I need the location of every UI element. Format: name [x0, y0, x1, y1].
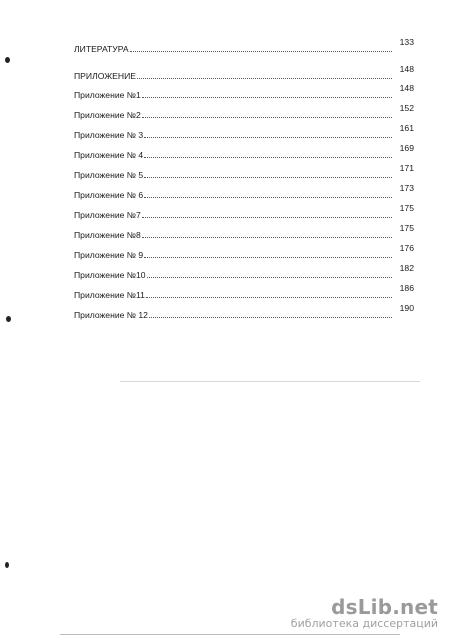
scan-artifact [60, 634, 400, 635]
toc-entry-page: 175 [399, 223, 414, 233]
scan-speck [5, 57, 10, 63]
toc-entry-page: 175 [399, 203, 414, 213]
toc-entry-label: Приложение №8 [74, 230, 141, 240]
toc-entry [74, 263, 414, 280]
toc-entry-page: 161 [399, 123, 414, 133]
toc-entry [74, 83, 414, 100]
toc-entry-page: 171 [399, 163, 414, 173]
toc-leader-dots [142, 236, 392, 238]
toc-entry-label: Приложение №1 [74, 90, 141, 100]
toc-entry-page: 176 [399, 243, 414, 253]
toc-entry [74, 143, 414, 160]
toc-entry [74, 163, 414, 180]
watermark [291, 596, 438, 630]
toc-leader-dots [144, 156, 392, 158]
toc-entry [74, 123, 414, 140]
toc-leader-dots [149, 316, 392, 318]
toc-entry [74, 223, 414, 240]
scan-artifact [120, 381, 420, 382]
toc-leader-dots [147, 276, 392, 278]
toc-entry [74, 243, 414, 260]
toc-entry-label: Приложение № 5 [74, 170, 144, 180]
toc-entry-page: 133 [399, 37, 414, 47]
toc-entry-page: 152 [399, 103, 414, 113]
toc-entry-label: Приложение № 3 [74, 130, 144, 140]
toc-entry [74, 103, 414, 120]
toc-entry [74, 64, 414, 81]
toc-entry-label: Приложение №11 [74, 290, 145, 300]
toc-entry [74, 283, 414, 300]
toc-entry-page: 173 [399, 183, 414, 193]
toc-entry-label: ПРИЛОЖЕНИЕ [74, 71, 137, 81]
toc-leader-dots [144, 196, 392, 198]
scan-speck [5, 562, 9, 568]
toc-leader-dots [137, 77, 392, 79]
toc-entry-page: 182 [399, 263, 414, 273]
toc-entry-label: Приложение №10 [74, 270, 146, 280]
toc-leader-dots [142, 116, 392, 118]
toc-entry-label: Приложение № 12 [74, 310, 148, 320]
toc-leader-dots [144, 176, 392, 178]
toc-leader-dots [144, 256, 392, 258]
toc-entry-page: 148 [399, 83, 414, 93]
toc-entry-label: Приложение № 6 [74, 190, 144, 200]
watermark-logo: dsLib.net [331, 595, 438, 619]
toc-leader-dots [142, 96, 392, 98]
toc-leader-dots [142, 216, 392, 218]
toc-entry-page: 186 [399, 283, 414, 293]
watermark-subtitle: библиотека диссертаций [290, 617, 438, 630]
toc-entry-page: 169 [399, 143, 414, 153]
toc-entry-label: Приложение № 4 [74, 150, 144, 160]
toc-entry-page: 148 [399, 64, 414, 74]
toc-entry-label: ЛИТЕРАТУРА [74, 44, 129, 54]
toc-entry [74, 303, 414, 320]
toc-entry-page: 190 [399, 303, 414, 313]
toc-entry-label: Приложение №7 [74, 210, 141, 220]
toc-entry [74, 37, 414, 54]
toc-leader-dots [130, 50, 392, 52]
toc-entry-label: Приложение № 9 [74, 250, 144, 260]
toc-leader-dots [144, 136, 392, 138]
toc-entry-label: Приложение №2 [74, 110, 141, 120]
toc-entry [74, 203, 414, 220]
toc-leader-dots [146, 296, 392, 298]
scan-speck [6, 316, 11, 322]
toc-entry [74, 183, 414, 200]
